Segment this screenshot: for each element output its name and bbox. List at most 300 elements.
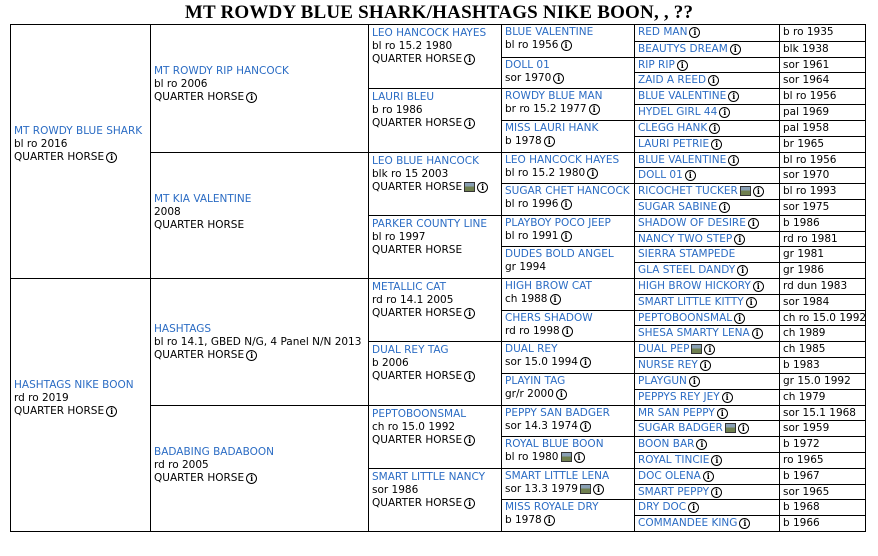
horse-detail: b ro 1986 [372, 104, 423, 116]
gen5-cell [634, 152, 780, 168]
gen5-cell [634, 199, 780, 216]
info-icon[interactable]: i [734, 313, 745, 324]
horse-name-link[interactable]: HIGH BROW HICKORY [638, 280, 751, 292]
info-icon[interactable]: i [708, 75, 719, 86]
horse-name-link[interactable]: SMART LITTLE LENA [505, 470, 610, 482]
horse-breed-row [154, 472, 365, 485]
info-icon[interactable]: i [246, 350, 257, 361]
gen6-cell [779, 452, 866, 469]
horse-detail-row [505, 514, 631, 527]
horse-name-row [638, 264, 748, 276]
horse-name-link[interactable]: METALLIC CAT [372, 281, 447, 293]
horse-detail: rd ro 1981 [783, 233, 838, 245]
horse-detail: sor 1961 [783, 59, 830, 71]
horse-name-link[interactable]: SIERRA STAMPEDE [638, 248, 736, 260]
gen5-cell [634, 88, 780, 105]
info-icon[interactable]: i [711, 139, 722, 150]
info-icon[interactable]: i [464, 118, 475, 129]
horse-name-row [638, 122, 720, 134]
info-icon[interactable]: i [746, 297, 757, 308]
horse-name-row [638, 185, 764, 197]
horse-name-row [638, 233, 745, 245]
horse-name-row [638, 501, 699, 513]
horse-name-link[interactable]: PEPPY SAN BADGER [505, 407, 610, 419]
info-icon[interactable]: i [739, 518, 750, 529]
horse-name-link[interactable]: MT KIA VALENTINE [154, 193, 252, 205]
info-icon[interactable]: i [711, 487, 722, 498]
horse-detail: blk ro 15 2003 [372, 168, 449, 180]
horse-name-link[interactable]: ZAID A REED [638, 74, 707, 86]
gen5-cell [634, 25, 780, 42]
gen2-cell [150, 25, 369, 153]
horse-name-row [638, 59, 688, 71]
horse-detail: ch ro 15.0 1992 [783, 312, 866, 324]
horse-name-link[interactable]: NANCY TWO STEP [638, 233, 733, 245]
gen3-cell [368, 25, 502, 89]
photo-icon[interactable] [580, 484, 591, 494]
photo-icon[interactable] [561, 452, 572, 462]
photo-icon[interactable] [464, 182, 475, 192]
photo-icon[interactable] [740, 186, 751, 196]
horse-detail-row [505, 261, 631, 274]
horse-detail: b 1986 [783, 217, 820, 229]
horse-name-row [638, 26, 700, 38]
horse-name-link[interactable]: PEPTOBOONSMAL [638, 312, 733, 324]
gen6-cell [779, 72, 866, 89]
horse-detail: b 1966 [783, 517, 820, 529]
info-icon[interactable]: i [753, 186, 764, 197]
horse-detail: ch 1979 [783, 391, 826, 403]
info-icon[interactable]: i [738, 423, 749, 434]
info-icon[interactable]: i [689, 376, 700, 387]
horse-name-row [638, 74, 719, 86]
horse-name-row [638, 359, 711, 371]
gen4-cell [501, 278, 635, 311]
horse-detail-row [505, 325, 631, 338]
horse-name-link[interactable]: NURSE REY [638, 359, 698, 371]
horse-name-link[interactable]: SHESA SMARTY LENA [638, 327, 750, 339]
info-icon[interactable]: i [709, 123, 720, 134]
horse-breed-row [372, 307, 498, 320]
horse-detail: bl ro 14.1, GBED N/G, 4 Panel N/N 2013 [154, 336, 362, 348]
horse-name-row [638, 201, 730, 213]
horse-name-link[interactable]: MT ROWDY BLUE SHARK [14, 125, 143, 137]
horse-name-row [638, 327, 763, 339]
gen6-cell [779, 341, 866, 358]
gen5-cell [634, 167, 780, 184]
info-icon[interactable]: i [753, 281, 764, 292]
horse-detail: blk 1938 [783, 43, 829, 55]
gen6-cell [779, 120, 866, 137]
horse-name-link[interactable]: LEO HANCOCK HAYES [505, 154, 620, 166]
horse-detail: sor 14.3 1974 [505, 420, 578, 432]
gen3-cell [368, 215, 502, 279]
page-title: MT ROWDY BLUE SHARK/HASHTAGS NIKE BOON, , ?? [184, 2, 694, 23]
horse-name-row [638, 517, 750, 529]
info-icon[interactable]: i [574, 452, 585, 463]
gen2-cell [150, 405, 369, 532]
horse-name-link[interactable]: BLUE VALENTINE [638, 154, 727, 166]
info-icon[interactable]: i [677, 60, 688, 71]
horse-name-link[interactable]: PARKER COUNTY LINE [372, 218, 488, 230]
horse-name-link[interactable]: BEAUTYS DREAM [638, 43, 728, 55]
horse-breed: QUARTER HORSE [372, 307, 463, 319]
info-icon[interactable]: i [748, 218, 759, 229]
gen5-cell [634, 294, 780, 311]
horse-detail: sor 1975 [783, 201, 830, 213]
gen6-cell [779, 405, 866, 421]
gen6-cell [779, 357, 866, 374]
horse-detail-row [505, 167, 631, 180]
horse-name-row [638, 106, 730, 118]
horse-name-link[interactable]: SMART PEPPY [638, 486, 710, 498]
horse-name-link[interactable]: DUDES BOLD ANGEL [505, 248, 614, 260]
horse-name-link[interactable]: HYDEL GIRL 44 [638, 106, 718, 118]
horse-breed: QUARTER HORSE [372, 434, 463, 446]
gen5-cell [634, 373, 780, 390]
gen1-cell [11, 278, 151, 532]
info-icon[interactable]: i [593, 484, 604, 495]
horse-detail: sor 13.3 1979 [505, 483, 578, 495]
info-icon[interactable]: i [728, 91, 739, 102]
horse-name-row [638, 375, 700, 387]
horse-detail-row [505, 135, 631, 148]
gen5-cell [634, 515, 780, 532]
info-icon[interactable]: i [561, 40, 572, 51]
horse-name-link[interactable]: ROWDY BLUE MAN [505, 90, 603, 102]
horse-name-link[interactable]: DUAL PEP [638, 343, 690, 355]
horse-detail: bl ro 15.2 1980 [505, 167, 586, 179]
info-icon[interactable]: i [703, 471, 714, 482]
gen6-cell [779, 389, 866, 406]
info-icon[interactable]: i [544, 136, 555, 147]
horse-detail: rd ro 14.1 2005 [372, 294, 454, 306]
info-icon[interactable]: i [728, 155, 739, 166]
horse-breed-row [14, 405, 147, 418]
horse-name-link[interactable]: LAURI PETRIE [638, 138, 710, 150]
horse-name-link[interactable]: LEO HANCOCK HAYES [372, 27, 487, 39]
photo-icon[interactable] [691, 344, 702, 354]
gen5-cell [634, 452, 780, 469]
horse-name-link[interactable]: HIGH BROW CAT [505, 280, 592, 292]
gen4-cell [501, 120, 635, 153]
gen5-cell [634, 389, 780, 406]
horse-name-link[interactable]: SUGAR SABINE [638, 201, 718, 213]
horse-detail: bl ro 2006 [154, 78, 208, 90]
horse-name-link[interactable]: DUAL REY [505, 343, 558, 355]
horse-breed: QUARTER HORSE [154, 91, 245, 103]
horse-detail: 2008 [154, 206, 181, 218]
info-icon[interactable]: i [464, 54, 475, 65]
info-icon[interactable]: i [561, 199, 572, 210]
horse-name-row [638, 280, 764, 292]
photo-icon[interactable] [725, 423, 736, 433]
gen1-cell [11, 25, 151, 279]
horse-name-link[interactable]: RICOCHET TUCKER [638, 185, 738, 197]
horse-detail: bl ro 1996 [505, 198, 559, 210]
gen5-cell [634, 499, 780, 516]
gen6-cell [779, 57, 866, 73]
gen5-cell [634, 436, 780, 453]
horse-detail: br ro 15.2 1977 [505, 103, 587, 115]
gen6-cell [779, 484, 866, 500]
gen5-cell [634, 325, 780, 342]
horse-name-row [638, 422, 749, 434]
info-icon[interactable]: i [464, 498, 475, 509]
gen6-cell [779, 499, 866, 516]
horse-name-link[interactable]: BLUE VALENTINE [638, 90, 727, 102]
horse-breed-row [372, 181, 498, 194]
horse-detail: gr 1994 [505, 261, 547, 273]
horse-detail: pal 1958 [783, 122, 830, 134]
info-icon[interactable]: i [719, 107, 730, 118]
gen6-cell [779, 262, 866, 279]
info-icon[interactable]: i [717, 408, 728, 419]
info-icon[interactable]: i [550, 294, 561, 305]
info-icon[interactable]: i [580, 421, 591, 432]
horse-breed-row [372, 244, 498, 257]
info-icon[interactable]: i [711, 455, 722, 466]
gen6-cell [779, 231, 866, 247]
horse-name-row [638, 486, 722, 498]
horse-breed-row [372, 497, 498, 510]
info-icon[interactable]: i [106, 152, 117, 163]
horse-breed-row [372, 434, 498, 447]
info-icon[interactable]: i [730, 44, 741, 55]
horse-breed: QUARTER HORSE [372, 117, 463, 129]
horse-name-link[interactable]: BADABING BADABOON [154, 446, 274, 458]
info-icon[interactable]: i [587, 168, 598, 179]
horse-name-link[interactable]: COMMANDEE KING [638, 517, 738, 529]
gen4-cell [501, 468, 635, 500]
gen6-cell [779, 136, 866, 153]
gen5-cell [634, 215, 780, 232]
horse-breed: QUARTER HORSE [372, 497, 463, 509]
horse-detail-row [505, 483, 631, 496]
info-icon[interactable]: i [719, 202, 730, 213]
horse-detail: ch 1989 [783, 327, 826, 339]
gen5-cell [634, 420, 780, 437]
horse-detail: bl ro 2016 [14, 138, 68, 150]
horse-name-link[interactable]: DOC OLENA [638, 470, 701, 482]
horse-detail: bl ro 1956 [783, 154, 837, 166]
horse-name-link[interactable]: PLAYGUN [638, 375, 687, 387]
gen3-cell [368, 468, 502, 532]
horse-detail: ch 1985 [783, 343, 826, 355]
horse-name-link[interactable]: LAURI BLEU [372, 91, 435, 103]
horse-name-link[interactable]: BOON BAR [638, 438, 695, 450]
info-icon[interactable]: i [544, 515, 555, 526]
horse-detail: sor 1964 [783, 74, 830, 86]
info-icon[interactable]: i [734, 234, 745, 245]
info-icon[interactable]: i [722, 392, 733, 403]
gen3-cell [368, 405, 502, 469]
horse-name-link[interactable]: MISS LAURI HANK [505, 122, 599, 134]
gen5-cell [634, 405, 780, 421]
horse-name-link[interactable]: BLUE VALENTINE [505, 26, 594, 38]
horse-name-link[interactable]: DOLL 01 [638, 169, 683, 181]
info-icon[interactable]: i [477, 182, 488, 193]
info-icon[interactable]: i [689, 27, 700, 38]
horse-name-link[interactable]: MR SAN PEPPY [638, 407, 715, 419]
horse-detail: gr 1981 [783, 248, 825, 260]
gen5-cell [634, 262, 780, 279]
horse-detail: b 1978 [505, 514, 542, 526]
horse-breed-row [372, 53, 498, 66]
horse-breed: QUARTER HORSE [154, 349, 245, 361]
info-icon[interactable]: i [556, 389, 567, 400]
horse-name-row [638, 154, 739, 166]
horse-detail: bl ro 1993 [783, 185, 837, 197]
gen6-cell [779, 215, 866, 232]
horse-detail: sor 1970 [505, 72, 552, 84]
horse-detail: rd ro 2005 [154, 459, 209, 471]
horse-name-row [638, 296, 757, 308]
gen6-cell [779, 373, 866, 390]
gen3-cell [368, 152, 502, 216]
gen5-cell [634, 183, 780, 200]
horse-detail: br 1965 [783, 138, 825, 150]
gen6-cell [779, 88, 866, 105]
gen4-cell [501, 499, 635, 532]
horse-name-link[interactable]: PEPPYS REY JEY [638, 391, 720, 403]
gen5-cell [634, 120, 780, 137]
horse-breed-row [372, 370, 498, 383]
horse-name-link[interactable]: SMART LITTLE KITTY [638, 296, 744, 308]
horse-detail: rd ro 1998 [505, 325, 560, 337]
info-icon[interactable]: i [752, 328, 763, 339]
horse-name-link[interactable]: HASHTAGS [154, 323, 212, 335]
horse-detail: gr/r 2000 [505, 388, 554, 400]
horse-breed: QUARTER HORSE [14, 151, 105, 163]
gen2-cell [150, 152, 369, 279]
gen5-cell [634, 72, 780, 89]
info-icon[interactable]: i [737, 265, 748, 276]
info-icon[interactable]: i [696, 439, 707, 450]
gen5-cell [634, 341, 780, 358]
horse-breed-row [372, 117, 498, 130]
horse-detail: sor 1965 [783, 486, 830, 498]
gen4-cell [501, 88, 635, 121]
horse-detail-row [505, 39, 631, 52]
horse-name-link[interactable]: ROYAL BLUE BOON [505, 438, 604, 450]
horse-detail: gr 1986 [783, 264, 825, 276]
horse-name-link[interactable]: RIP RIP [638, 59, 675, 71]
horse-name-link[interactable]: LEO BLUE HANCOCK [372, 155, 480, 167]
horse-detail-row [505, 356, 631, 369]
info-icon[interactable]: i [464, 371, 475, 382]
gen4-cell [501, 246, 635, 279]
horse-name-link[interactable]: DUAL REY TAG [372, 344, 449, 356]
horse-name-link[interactable]: MT ROWDY RIP HANCOCK [154, 65, 289, 77]
info-icon[interactable]: i [704, 344, 715, 355]
info-icon[interactable]: i [688, 502, 699, 513]
horse-name-row [638, 407, 728, 419]
gen6-cell [779, 183, 866, 200]
gen6-cell [779, 199, 866, 216]
horse-detail: b 2006 [372, 357, 409, 369]
horse-detail: b 1968 [783, 501, 820, 513]
horse-name-link[interactable]: DOLL 01 [505, 59, 550, 71]
horse-name-row [638, 43, 741, 55]
gen4-cell [501, 310, 635, 342]
horse-name-link[interactable]: PEPTOBOONSMAL [372, 408, 467, 420]
horse-breed-row [154, 91, 365, 104]
gen3-cell [368, 88, 502, 153]
gen6-cell [779, 294, 866, 311]
gen3-cell [368, 278, 502, 342]
horse-detail: sor 15.1 1968 [783, 407, 856, 419]
gen6-cell [779, 25, 866, 42]
horse-name-link[interactable]: RED MAN [638, 26, 688, 38]
info-icon[interactable]: i [700, 360, 711, 371]
horse-name-row [638, 438, 707, 450]
horse-detail: bl ro 1980 [505, 451, 559, 463]
horse-detail: ch 1988 [505, 293, 548, 305]
gen6-cell [779, 104, 866, 121]
horse-breed: QUARTER HORSE [14, 405, 105, 417]
info-icon[interactable]: i [464, 435, 475, 446]
horse-name-link[interactable]: SHADOW OF DESIRE [638, 217, 746, 229]
horse-detail: sor 1984 [783, 296, 830, 308]
horse-detail: b 1967 [783, 470, 820, 482]
info-icon[interactable]: i [562, 326, 573, 337]
info-icon[interactable]: i [246, 92, 257, 103]
horse-detail: b 1972 [783, 438, 820, 450]
info-icon[interactable]: i [580, 357, 591, 368]
gen5-cell [634, 310, 780, 326]
gen5-cell [634, 278, 780, 295]
info-icon[interactable]: i [464, 308, 475, 319]
horse-name-link[interactable]: CLEGG HANK [638, 122, 708, 134]
info-icon[interactable]: i [106, 406, 117, 417]
gen4-cell [501, 152, 635, 184]
horse-detail-row [505, 230, 631, 243]
horse-name-link[interactable]: GLA STEEL DANDY [638, 264, 736, 276]
info-icon[interactable]: i [561, 231, 572, 242]
horse-detail: sor 1959 [783, 422, 830, 434]
gen5-cell [634, 484, 780, 500]
horse-breed-row [154, 219, 365, 232]
info-icon[interactable]: i [553, 73, 564, 84]
horse-name-link[interactable]: CHERS SHADOW [505, 312, 593, 324]
horse-name-link[interactable]: HASHTAGS NIKE BOON [14, 379, 134, 391]
horse-detail: ch ro 15.0 1992 [372, 421, 456, 433]
horse-breed-row [14, 151, 147, 164]
gen6-cell [779, 167, 866, 184]
horse-name-link[interactable]: PLAYBOY POCO JEEP [505, 217, 611, 229]
horse-name-row [638, 90, 739, 102]
horse-name-link[interactable]: DRY DOC [638, 501, 687, 513]
horse-name-link[interactable]: SUGAR CHET HANCOCK [505, 185, 630, 197]
horse-name-link[interactable]: ROYAL TINCIE [638, 454, 710, 466]
info-icon[interactable]: i [246, 473, 257, 484]
horse-name-link[interactable]: SMART LITTLE NANCY [372, 471, 486, 483]
info-icon[interactable]: i [685, 170, 696, 181]
gen5-cell [634, 468, 780, 485]
gen6-cell [779, 41, 866, 58]
info-icon[interactable]: i [589, 104, 600, 115]
horse-name-link[interactable]: PLAYIN TAG [505, 375, 566, 387]
horse-detail: bl ro 1991 [505, 230, 559, 242]
horse-name-row [638, 217, 759, 229]
horse-detail-row [505, 103, 631, 116]
horse-detail: bl ro 1997 [372, 231, 426, 243]
horse-breed: QUARTER HORSE [372, 181, 463, 193]
horse-name-link[interactable]: MISS ROYALE DRY [505, 501, 599, 513]
gen6-cell [779, 325, 866, 342]
horse-name-link[interactable]: SUGAR BADGER [638, 422, 723, 434]
